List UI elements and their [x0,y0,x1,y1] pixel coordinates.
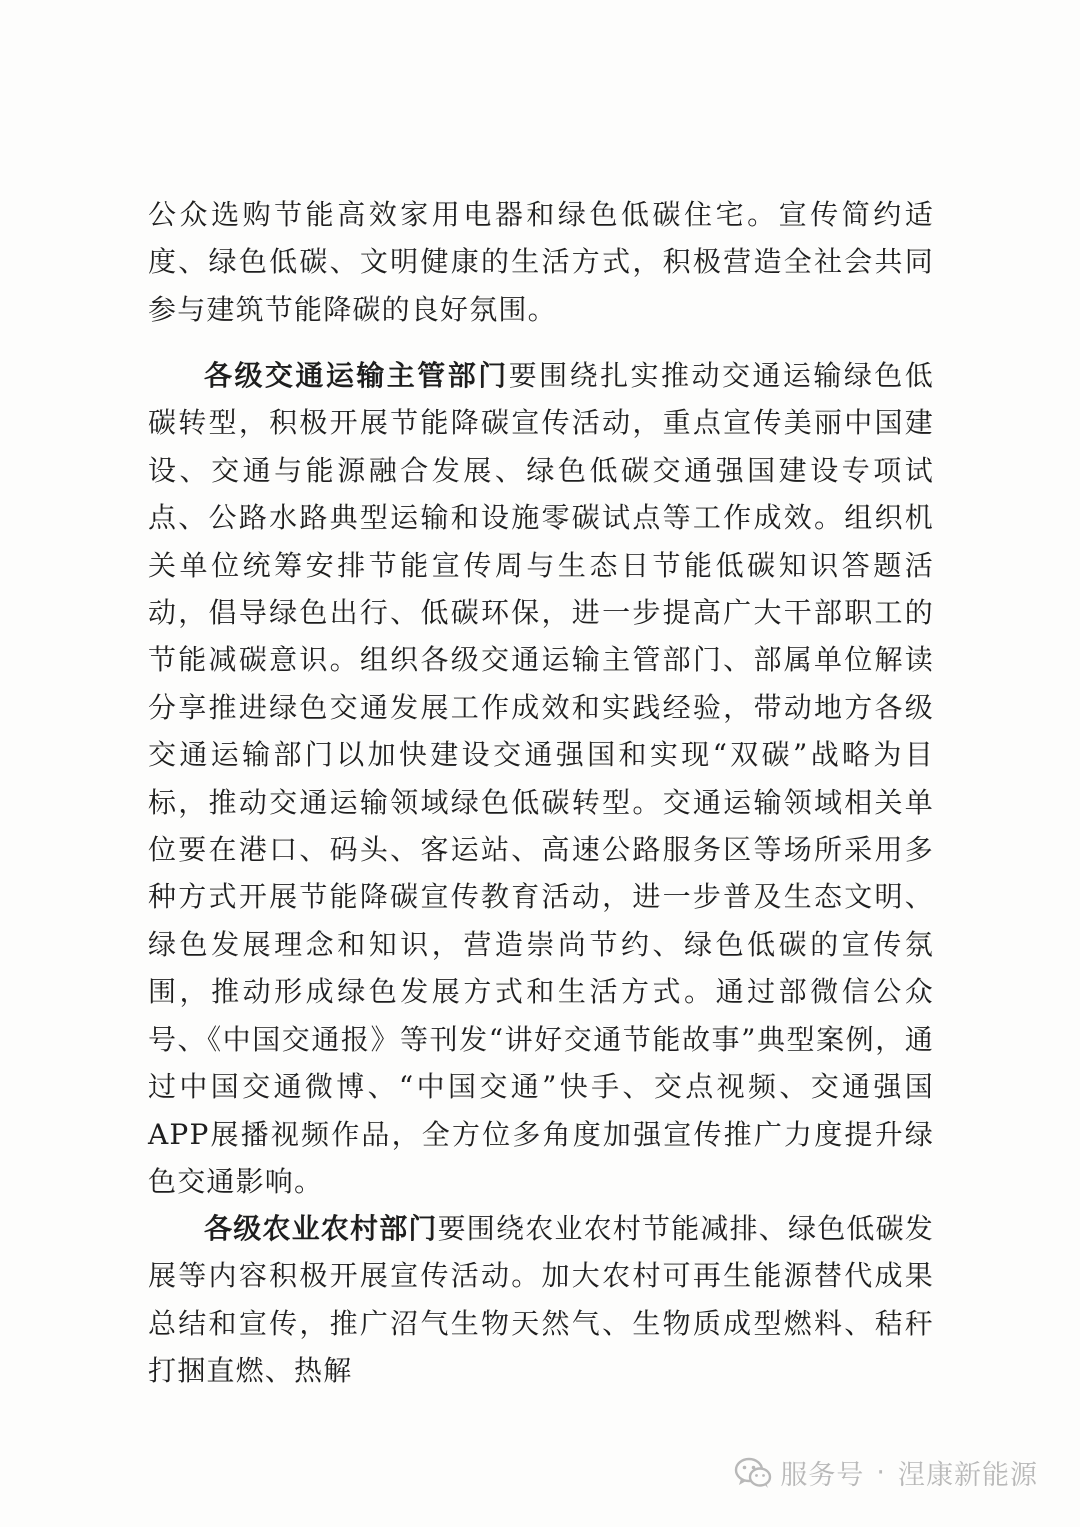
paragraph-transport-body: 要围绕扎实推动交通运输绿色低碳转型，积极开展节能降碳宣传活动，重点宣传美丽中国建设、交通与能源融合发展、绿色低碳交通强国建设专项试点、公路水路典型运输和设施零碳试点等工作成效。组织机关单位统筹安排节能宣传周与生态日节能低碳知识答题活动，倡导绿色出行、低碳环保，进一步提高广大干部职工的节能减碳意识。组织各级交通运输主管部门、部属单位解读分享推进绿色交通发展工作成效和实践经验，带动地方各级交通运输部门以加快建设交通强国和实现“双碳”战略为目标，推动交通运输领域绿色低碳转型。交通运输领域相关单位要在港口、码头、客运站、高速公路服务区等场所采用多种方式开展节能降碳宣传教育活动，进一步普及生态文明、绿色发展理念和知识，营造崇尚节约、绿色低碳的宣传氛围，推动形成绿色发展方式和生活方式。通过部微信公众号、《中国交通报》等刊发“讲好交通节能故事”典型案例，通过中国交通微博、“中国交通”快手、交点视频、交通强国APP展播视频作品，全方位多角度加强宣传推广力度提升绿色交通影响。 [148,359,934,1198]
watermark-label: 服务号 [780,1460,865,1491]
paragraph-transport [148,352,934,1205]
paragraph-agriculture [148,1205,934,1395]
paragraph-transport-lead: 各级交通运输主管部门 [204,359,509,392]
paragraph-agriculture-lead: 各级农业农村部门 [204,1212,438,1245]
watermark-separator: · [876,1457,886,1488]
watermark-account: 涅康新能源 [898,1460,1038,1491]
wechat-icon [734,1457,772,1489]
paragraph-agriculture-body: 要围绕农业农村节能减排、绿色低碳发展等内容积极开展宣传活动。加大农村可再生能源替代成果总结和宣传，推广沼气生物天然气、生物质成型燃料、秸秆打捆直燃、热解 [148,1212,935,1388]
paragraph-building-energy: 公众选购节能高效家用电器和绿色低碳住宅。宣传简约适度、绿色低碳、文明健康的生活方式，积极营造全社会共同参与建筑节能降碳的良好氛围。 [148,198,934,326]
wechat-watermark [734,1453,1038,1492]
